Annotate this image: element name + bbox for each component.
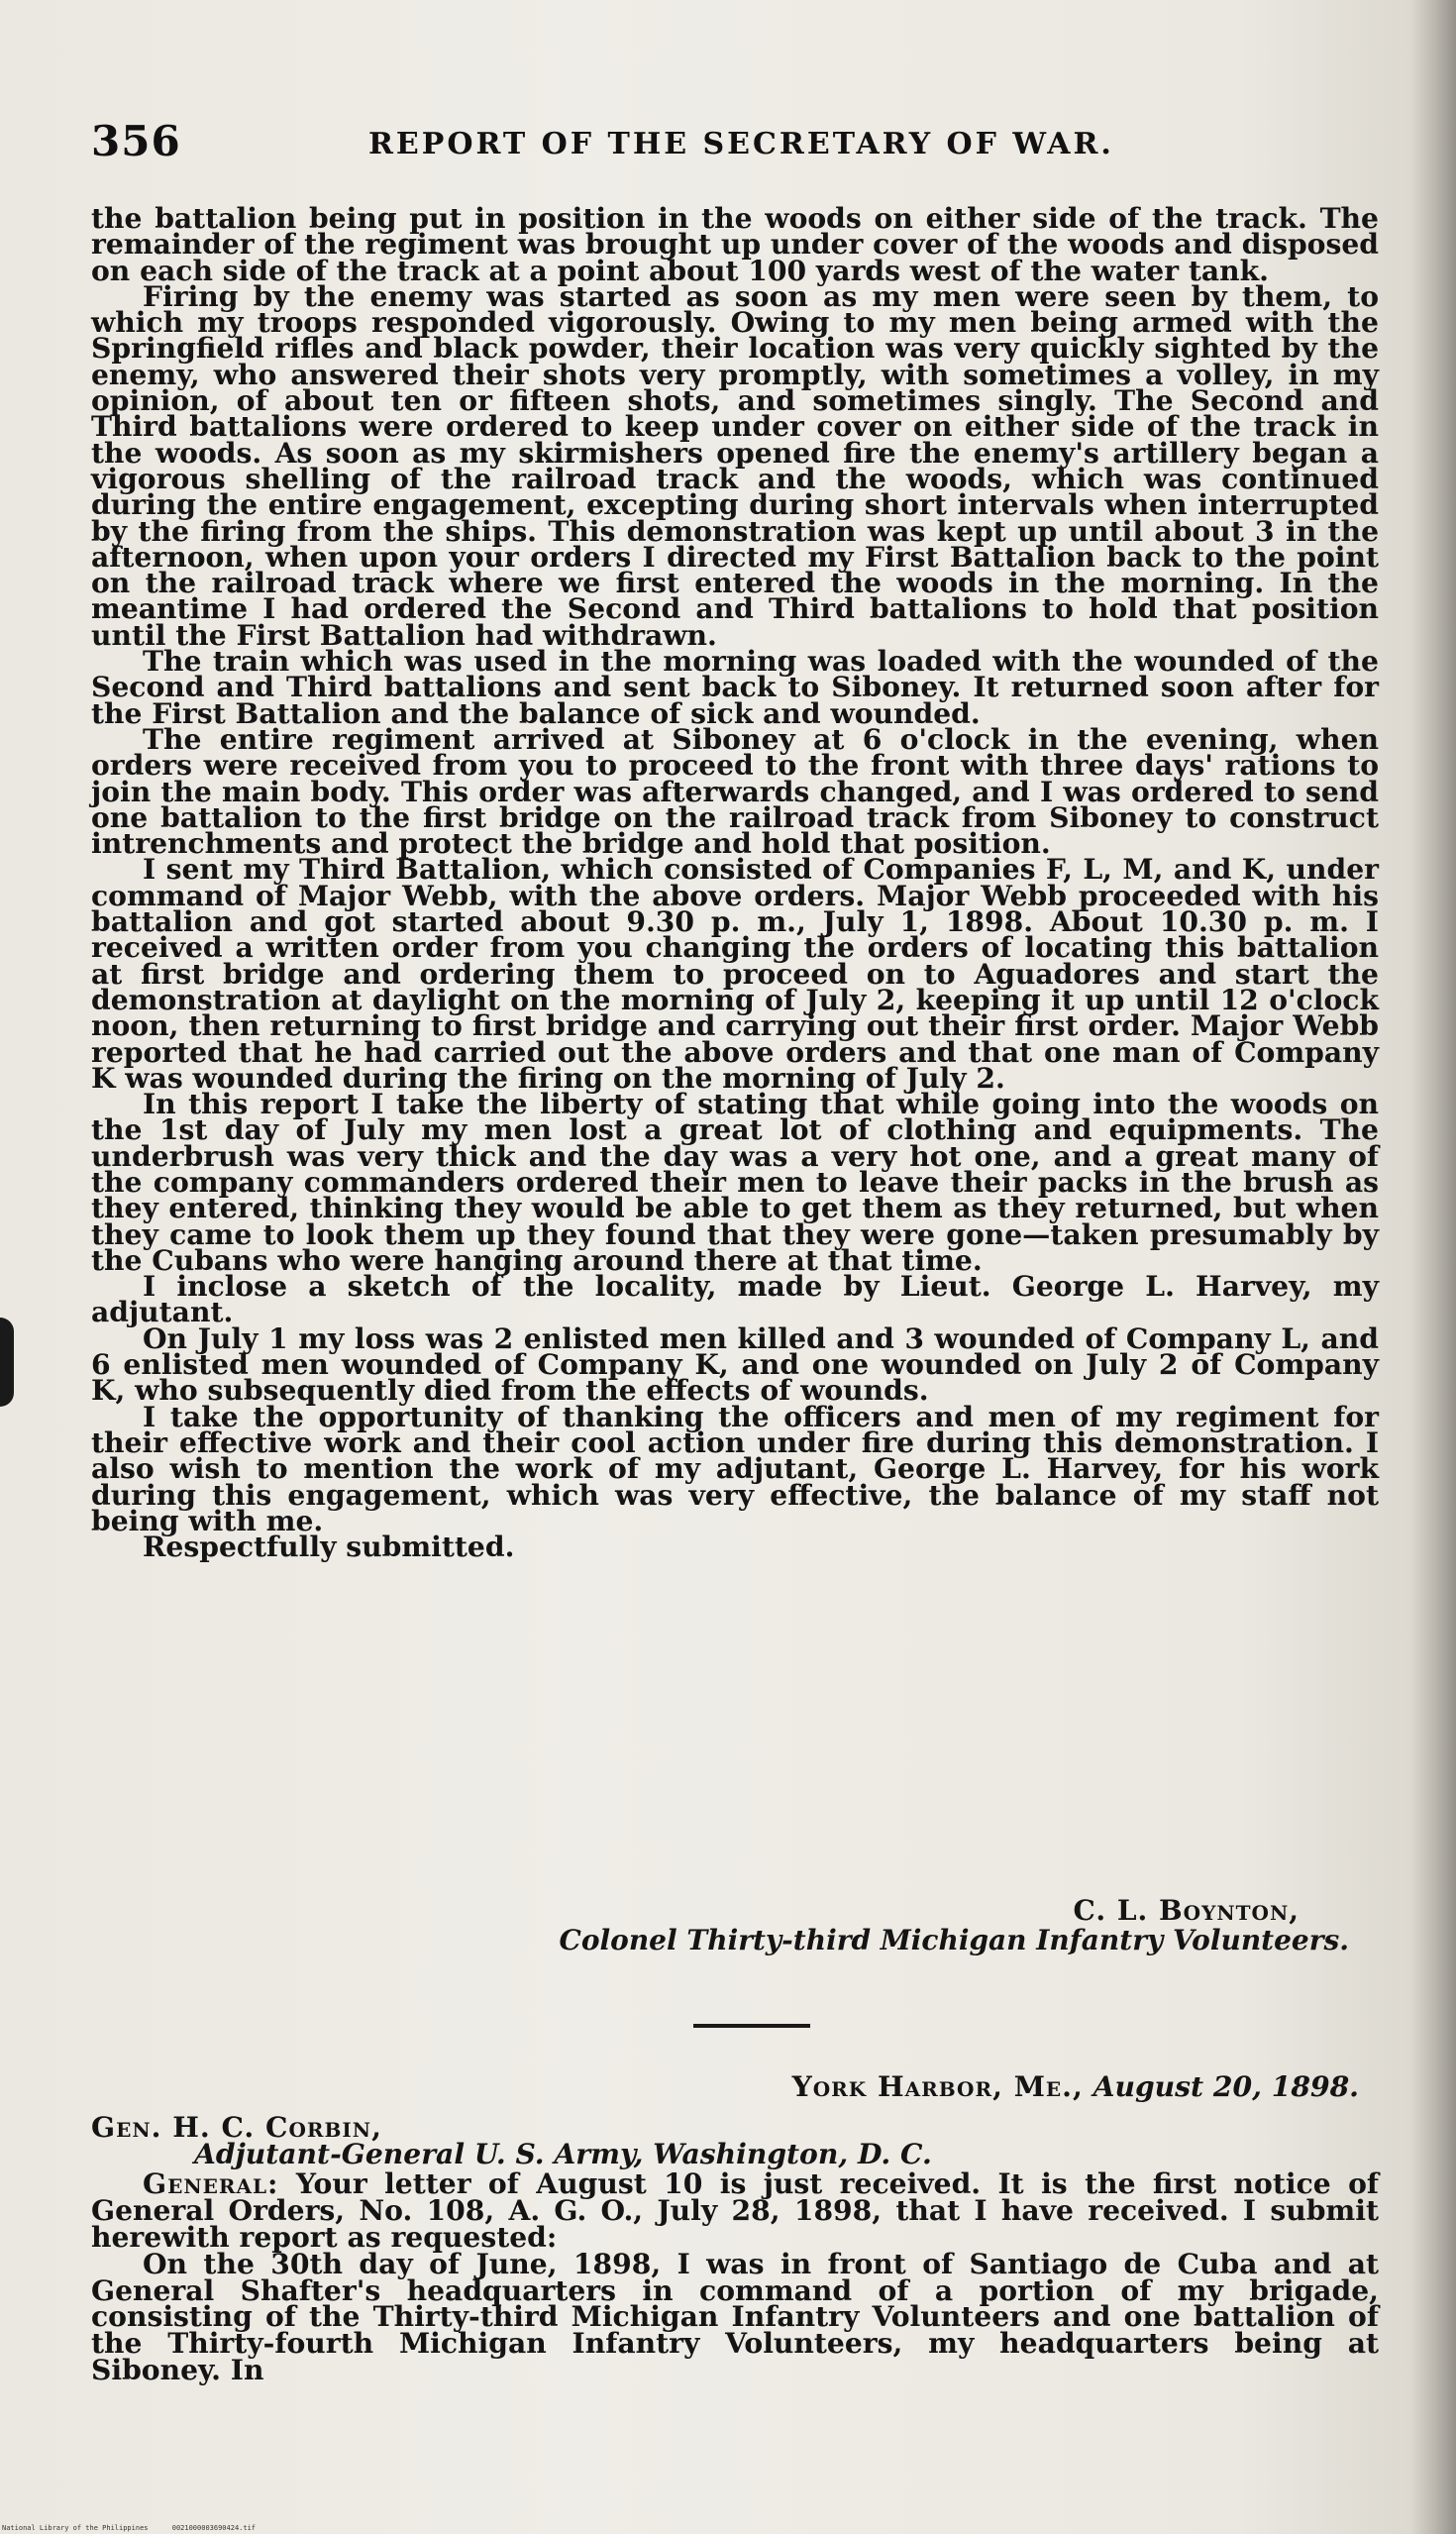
scan-footer [2,2524,275,2532]
paragraph: I sent my Third Battalion, which consisted of Companies F, L, M, and K, under command of Major Webb, with the above orders. Major Webb proceeded with his battalion and got started about 9.30 p. m., July 1, 1898. About 10.30 p. m. I received a written order from you changing the orders of locating this battalion at first bridge and ordering them to proceed on to Aguadores and start the demonstration at daylight on the morning of July 2, keeping it up until 12 o'clock noon, then returning to first bridge and carrying out their first order. Major Webb reported that he had carried out the above orders and that one man of Company K was wounded during the firing on the morning of July 2. [91,853,1379,1095]
letter-salutation: General: [143,2167,279,2201]
section-divider [693,2024,810,2028]
paragraph: I take the opportunity of thanking the officers and men of my regiment for their effective work and their cool action under fire during this demonstration. I also wish to mention the work of my adjutant, George L. Harvey, for his work during this engagement, which was very effective, the balance of my staff not being with me. [91,1400,1379,1537]
signature-block [91,1896,1359,1955]
paragraph: I inclose a sketch of the locality, made by Lieut. George L. Harvey, my adjutant. [91,1270,1379,1329]
paragraph: The train which was used in the morning was loaded with the wounded of the Second and Third battalions and sent back to Siboney. It returned soon after for the First Battalion and the balance of sick and wounded. [91,645,1379,730]
letter-dateline [91,2070,1379,2103]
letter-date: August 20, 1898. [1092,2070,1359,2103]
letter-block [91,2070,1379,2386]
paragraph-continued: the battalion being put in position in the woods on either side of the track. The remainder of the regiment was brought up under cover of the woods and disposed on each side of the track at a point about 100 yards west of the water tank. [91,202,1379,287]
letter-paragraph-first [91,2167,1379,2254]
letter-addressee-title: Adjutant-General U. S. Army, Washington, D. C. [194,2137,932,2170]
signer-title: Colonel Thirty-third Michigan Infantry Volunteers. [559,1924,1349,1956]
letter-addressee: Gen. H. C. Corbin, [91,2110,382,2144]
letter-paragraph-text: Your letter of August 10 is just received. It is the first notice of General Orders, No. 108, A. G. O., July 28, 1898, that I have received. I submit herewith report as requested: [91,2167,1379,2254]
footer-library: National Library of the Philippines [2,2524,149,2532]
report-body [91,202,1379,1564]
letter-paragraph: On the 30th day of June, 1898, I was in front of Santiago de Cuba and at General Shafter's headquarters in command of a portion of my brigade, consisting of the Thirty-third Michigan Infantry Volunteers and one battalion of the Thirty-fourth Michigan Infantry Volunteers, my headquarters being at Siboney. In [91,2247,1379,2386]
closing-line: Respectfully submitted. [143,1531,515,1564]
page-number: 356 [91,117,181,165]
paragraph: On July 1 my loss was 2 enlisted men killed and 3 wounded of Company L, and 6 enlisted men wounded of Company K, and one wounded on July 2 of Company K, who subsequently died from the effects of wounds. [91,1321,1379,1408]
letter-place: York Harbor, Me., [791,2070,1084,2103]
paragraph: Firing by the enemy was started as soon as my men were seen by them, to which my troops responded vigorously. Owing to my men being armed with the Springfield rifles and black powder, their location was very quickly sighted by the enemy, who answered their shots very promptly, with sometimes a volley, in my opinion, of about ten or fifteen shots, and sometimes singly. The Second and Third battalions were ordered to keep under cover on either side of the track in the woods. As soon as my skirmishers opened fire the enemy's artillery began a vigorous shelling of the railroad track and the woods, which was continued during the entire engagement, excepting during short intervals when interrupted by the firing from the ships. This demonstration was kept up until about 3 in the afternoon, when upon your orders I directed my First Battalion back to the point on the railroad track where we first entered the woods in the morning. In the meantime I had ordered the Second and Third battalions to hold that position until the First Battalion had withdrawn. [91,279,1379,652]
binding-shadow [1410,0,1456,2534]
footer-file-id: 0021000003690424.tif [171,2524,257,2532]
scan-edge-mark [0,1318,14,1407]
paragraph: In this report I take the liberty of stating that while going into the woods on the 1st day of July my men lost a great lot of clothing and equipments. The underbrush was very thick and the day was a very hot one, and a great many of the company commanders ordered their men to leave their packs in the brush as they entered, thinking they would be able to get them as they returned, but when they came to look them up they found that they were gone—taken presumably by the Cubans who were hanging around there at that time. [91,1088,1379,1277]
paragraph: The entire regiment arrived at Siboney at 6 o'clock in the evening, when orders were received from you to proceed to the front with three days' rations to join the main body. This order was afterwards changed, and I was ordered to send one battalion to the first bridge on the railroad track from Siboney to construct intrenchments and protect the bridge and hold that position. [91,722,1379,861]
running-head: REPORT OF THE SECRETARY OF WAR. [368,127,1114,161]
signer-name: C. L. Boynton, [1073,1894,1300,1927]
page-header [91,117,1379,176]
